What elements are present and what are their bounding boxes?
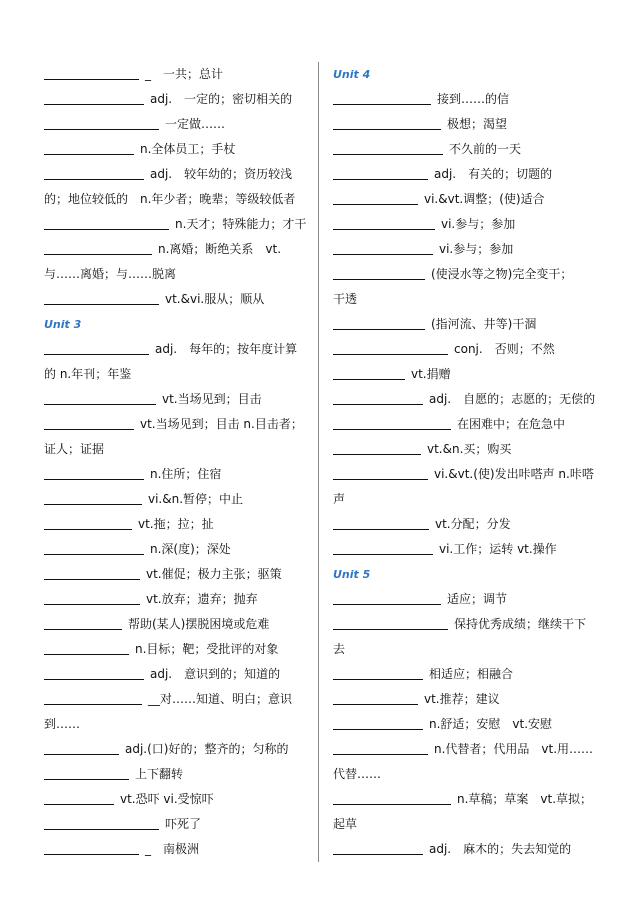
answer-blank[interactable] — [44, 665, 144, 680]
answer-blank[interactable] — [44, 240, 152, 255]
vocab-entry — [333, 162, 595, 187]
answer-blank[interactable] — [44, 340, 149, 355]
unit-heading: Unit 3 — [44, 318, 82, 331]
answer-blank[interactable] — [44, 615, 122, 630]
vocab-definition: n.住所；住宿 — [150, 467, 222, 481]
answer-blank[interactable] — [44, 565, 140, 580]
vocab-definition: (指河流、井等)干涸 — [431, 317, 537, 331]
answer-blank[interactable] — [333, 615, 448, 630]
vocab-entry — [44, 212, 306, 237]
vocab-entry — [333, 262, 595, 287]
vocab-entry-continuation — [44, 262, 306, 287]
vocab-definition: vt.&vi.服从；顺从 — [165, 292, 265, 306]
vocab-definition: 保持优秀成绩；继续干下 — [454, 617, 587, 631]
vocab-entry — [44, 462, 306, 487]
vocab-definition: adj.(口)好的；整齐的；匀称的 — [125, 742, 289, 756]
vocab-entry — [44, 112, 306, 137]
vocab-entry — [333, 687, 595, 712]
vocab-entry — [44, 62, 306, 87]
vocab-entry — [333, 512, 595, 537]
vocab-entry — [44, 762, 306, 787]
vocab-entry-continuation — [333, 812, 595, 837]
answer-blank[interactable] — [44, 515, 132, 530]
vocab-definition: 证人；证据 — [44, 442, 105, 456]
answer-blank[interactable] — [333, 115, 441, 130]
vocab-definition: 极想；渴望 — [447, 117, 508, 131]
vocab-definition: adj. 意识到的；知道的 — [150, 667, 281, 681]
vocab-definition: 代替…… — [333, 767, 382, 781]
vocab-entry — [44, 562, 306, 587]
vocab-entry — [333, 137, 595, 162]
vocab-definition: n.草稿；草案 vt.草拟； — [457, 792, 593, 806]
vocab-definition: _ 南极洲 — [145, 842, 200, 856]
vocab-definition: 接到……的信 — [437, 92, 510, 106]
vocab-entry — [333, 612, 595, 637]
answer-blank[interactable] — [44, 840, 139, 855]
answer-blank[interactable] — [44, 540, 144, 555]
vocab-definition: vt.分配；分发 — [435, 517, 511, 531]
vocab-definition: vt.放弃；遗弃；抛弃 — [146, 592, 258, 606]
vocab-entry — [333, 362, 595, 387]
vocab-entry — [44, 287, 306, 312]
vocab-entry — [44, 162, 306, 187]
answer-blank[interactable] — [333, 515, 429, 530]
column-divider — [318, 62, 319, 862]
vocab-entry-continuation — [333, 762, 595, 787]
vocab-entry — [333, 212, 595, 237]
vocab-definition: 起草 — [333, 817, 358, 831]
vocab-entry — [44, 87, 306, 112]
answer-blank[interactable] — [333, 190, 418, 205]
answer-blank[interactable] — [44, 490, 142, 505]
vocab-definition: __对……知道、明白；意识 — [148, 692, 293, 706]
left-column — [44, 62, 306, 862]
right-column — [333, 62, 595, 862]
vocab-definition: 上下翻转 — [135, 767, 184, 781]
answer-blank[interactable] — [44, 640, 129, 655]
vocab-entry — [333, 587, 595, 612]
vocab-definition: vt.推荐；建议 — [424, 692, 500, 706]
vocab-definition: 吓死了 — [165, 817, 202, 831]
vocab-entry — [44, 537, 306, 562]
answer-blank[interactable] — [333, 315, 425, 330]
answer-blank[interactable] — [44, 390, 156, 405]
answer-blank[interactable] — [333, 440, 421, 455]
vocab-definition: n.深(度)；深处 — [150, 542, 231, 556]
vocab-entry — [333, 112, 595, 137]
vocab-definition: 在困难中；在危急中 — [457, 417, 566, 431]
vocab-entry — [333, 737, 595, 762]
vocab-entry — [44, 412, 306, 437]
answer-blank[interactable] — [333, 340, 448, 355]
vocab-entry — [333, 87, 595, 112]
answer-blank[interactable] — [333, 240, 433, 255]
vocab-entry — [333, 187, 595, 212]
answer-blank[interactable] — [333, 840, 423, 855]
answer-blank[interactable] — [333, 165, 428, 180]
vocab-definition: vt.当场见到；目击 — [162, 392, 262, 406]
answer-blank[interactable] — [333, 690, 418, 705]
vocab-entry — [333, 437, 595, 462]
vocab-definition: vi.参与；参加 — [441, 217, 516, 231]
vocab-entry — [333, 312, 595, 337]
unit-heading: Unit 4 — [333, 68, 371, 81]
vocab-definition: vi.&n.暂停；中止 — [148, 492, 244, 506]
answer-blank[interactable] — [44, 465, 144, 480]
vocab-entry-continuation — [44, 437, 306, 462]
answer-blank[interactable] — [44, 690, 142, 705]
answer-blank[interactable] — [44, 140, 134, 155]
vocab-definition: 干透 — [333, 292, 358, 306]
answer-blank[interactable] — [333, 540, 433, 555]
vocab-entry — [44, 387, 306, 412]
vocab-entry — [333, 337, 595, 362]
vocab-entry — [44, 787, 306, 812]
vocab-definition: 到…… — [44, 717, 81, 731]
vocab-entry-continuation — [44, 187, 306, 212]
vocab-entry — [44, 512, 306, 537]
answer-blank[interactable] — [44, 790, 114, 805]
unit-heading: Unit 5 — [333, 568, 371, 581]
answer-blank[interactable] — [44, 115, 159, 130]
answer-blank[interactable] — [333, 790, 451, 805]
answer-blank[interactable] — [333, 265, 425, 280]
vocab-entry-continuation — [333, 287, 595, 312]
vocab-definition: 帮助(某人)摆脱困境或危难 — [128, 617, 270, 631]
answer-blank[interactable] — [44, 815, 159, 830]
vocab-definition: adj. 自愿的；志愿的；无偿的 — [429, 392, 595, 406]
vocab-definition: _ 一共；总计 — [145, 67, 224, 81]
vocab-entry-continuation — [44, 712, 306, 737]
vocab-entry — [333, 237, 595, 262]
vocab-entry — [44, 837, 306, 862]
answer-blank[interactable] — [44, 590, 140, 605]
answer-blank[interactable] — [333, 90, 431, 105]
vocab-definition: 不久前的一天 — [449, 142, 522, 156]
vocab-entry — [44, 812, 306, 837]
vocab-definition: adj. 一定的；密切相关的 — [150, 92, 293, 106]
vocab-definition: adj. 有关的；切题的 — [434, 167, 553, 181]
answer-blank[interactable] — [333, 590, 441, 605]
vocab-entry — [333, 712, 595, 737]
vocab-definition: conj. 否则；不然 — [454, 342, 555, 356]
vocab-definition: vt.拖；拉；扯 — [138, 517, 214, 531]
vocab-definition: vt.当场见到；目击 n.目击者； — [140, 417, 303, 431]
vocab-entry — [44, 612, 306, 637]
vocab-entry — [44, 137, 306, 162]
vocab-entry — [333, 837, 595, 862]
vocab-entry — [333, 787, 595, 812]
vocab-definition: vt.恐吓 vi.受惊吓 — [120, 792, 214, 806]
vocab-definition: n.代替者；代用品 vt.用…… — [434, 742, 594, 756]
answer-blank[interactable] — [44, 290, 159, 305]
vocab-definition: adj. 较年幼的；资历较浅 — [150, 167, 293, 181]
vocab-definition: n.离婚；断绝关系 vt. — [158, 242, 282, 256]
vocab-definition: vt.捐赠 — [411, 367, 451, 381]
vocab-definition: (使浸水等之物)完全变干； — [431, 267, 573, 281]
answer-blank[interactable] — [333, 390, 423, 405]
answer-blank[interactable] — [44, 65, 139, 80]
answer-blank[interactable] — [333, 415, 451, 430]
vocab-entry — [333, 537, 595, 562]
vocab-definition: 的 n.年刊；年鉴 — [44, 367, 132, 381]
vocab-definition: n.舒适；安慰 vt.安慰 — [429, 717, 553, 731]
vocab-entry — [333, 387, 595, 412]
answer-blank[interactable] — [333, 715, 423, 730]
answer-blank[interactable] — [44, 90, 144, 105]
vocab-definition: n.天才；特殊能力；才干 — [175, 217, 306, 231]
vocab-definition: vi.&vt.调整；(使)适合 — [424, 192, 545, 206]
vocab-entry — [44, 337, 306, 362]
vocab-entry — [333, 412, 595, 437]
vocab-definition: vi.参与；参加 — [439, 242, 514, 256]
vocab-entry — [333, 662, 595, 687]
vocab-entry — [44, 587, 306, 612]
vocab-definition: n.目标；靶；受批评的对象 — [135, 642, 279, 656]
answer-blank[interactable] — [333, 365, 405, 380]
vocab-definition: 相适应；相融合 — [429, 667, 514, 681]
vocab-entry — [44, 662, 306, 687]
vocab-definition: 声 — [333, 492, 346, 506]
vocab-definition: 的；地位较低的 n.年少者；晚辈；等级较低者 — [44, 192, 296, 206]
vocab-definition: vt.催促；极力主张；驱策 — [146, 567, 282, 581]
vocab-entry — [333, 462, 595, 487]
vocab-definition: adj. 每年的；按年度计算 — [155, 342, 298, 356]
vocab-entry-continuation — [333, 487, 595, 512]
vocab-definition: n.全体员工；手杖 — [140, 142, 236, 156]
answer-blank[interactable] — [333, 740, 428, 755]
answer-blank[interactable] — [333, 140, 443, 155]
vocab-definition: vt.&n.买；购买 — [427, 442, 512, 456]
answer-blank[interactable] — [44, 215, 169, 230]
vocab-entry — [44, 687, 306, 712]
answer-blank[interactable] — [333, 465, 428, 480]
answer-blank[interactable] — [44, 740, 119, 755]
answer-blank[interactable] — [333, 215, 435, 230]
vocab-definition: vi.工作；运转 vt.操作 — [439, 542, 557, 556]
answer-blank[interactable] — [44, 165, 144, 180]
vocab-entry-continuation — [44, 362, 306, 387]
vocab-definition: 去 — [333, 642, 346, 656]
vocab-entry — [44, 737, 306, 762]
vocab-entry — [44, 637, 306, 662]
vocab-definition: 一定做…… — [165, 117, 226, 131]
vocab-definition: vi.&vt.(使)发出咔嗒声 n.咔嗒 — [434, 467, 594, 481]
answer-blank[interactable] — [333, 665, 423, 680]
vocab-entry-continuation — [333, 637, 595, 662]
vocab-entry — [44, 487, 306, 512]
vocab-definition: adj. 麻木的；失去知觉的 — [429, 842, 572, 856]
vocab-definition: 适应；调节 — [447, 592, 508, 606]
vocab-entry — [44, 237, 306, 262]
answer-blank[interactable] — [44, 415, 134, 430]
vocab-definition: 与……离婚；与……脱离 — [44, 267, 177, 281]
answer-blank[interactable] — [44, 765, 129, 780]
